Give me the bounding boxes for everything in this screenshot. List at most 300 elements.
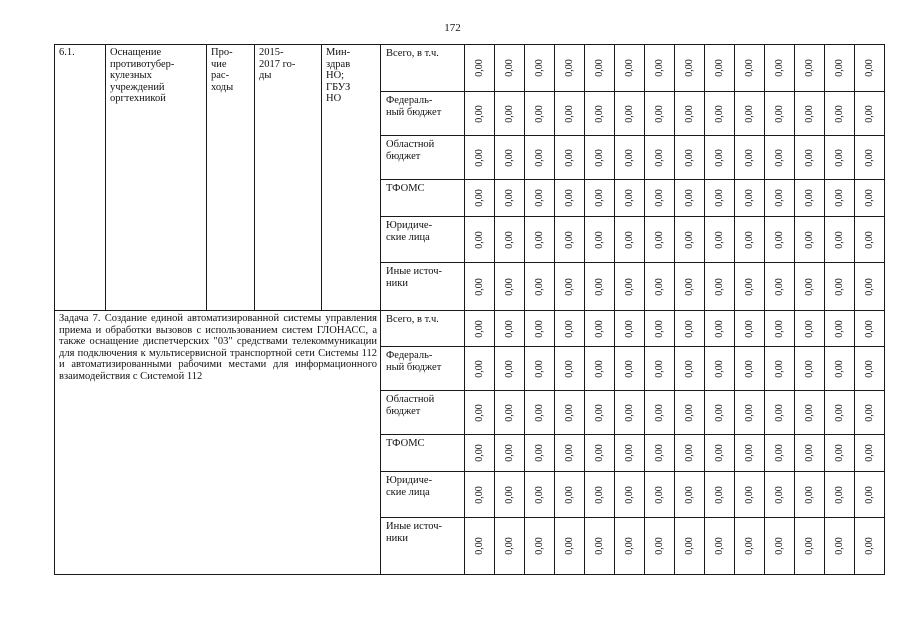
amount-cell xyxy=(615,472,645,518)
amount-value: 0,00 xyxy=(533,189,545,207)
amount-value: 0,00 xyxy=(863,104,875,123)
amount-value: 0,00 xyxy=(623,319,635,338)
amount-cell xyxy=(705,217,735,263)
amount-value: 0,00 xyxy=(473,319,485,338)
amount-cell xyxy=(765,435,795,472)
amount-value: 0,00 xyxy=(563,444,575,462)
amount-value: 0,00 xyxy=(863,319,875,338)
amount-cell xyxy=(735,347,765,391)
amount-cell xyxy=(795,92,825,136)
amount-value: 0,00 xyxy=(773,277,785,296)
amount-cell xyxy=(645,472,675,518)
amount-value: 0,00 xyxy=(623,537,635,555)
amount-cell xyxy=(495,45,525,92)
amount-cell xyxy=(585,263,615,311)
amount-cell xyxy=(675,92,705,136)
amount-value: 0,00 xyxy=(533,104,545,123)
amount-value: 0,00 xyxy=(653,359,665,378)
amount-cell xyxy=(825,180,855,217)
amount-value: 0,00 xyxy=(533,230,545,249)
amount-cell xyxy=(525,217,555,263)
amount-value: 0,00 xyxy=(683,359,695,378)
activity-number: 6.1. xyxy=(59,47,75,58)
amount-cell xyxy=(465,518,495,575)
amount-cell xyxy=(825,92,855,136)
amount-value: 0,00 xyxy=(773,485,785,504)
amount-value: 0,00 xyxy=(713,59,725,77)
amount-cell xyxy=(705,263,735,311)
funding-source-cell xyxy=(381,347,465,391)
amount-cell xyxy=(855,45,885,92)
amount-value: 0,00 xyxy=(623,485,635,504)
funding-source-cell xyxy=(381,311,465,347)
amount-value: 0,00 xyxy=(503,359,515,378)
amount-cell xyxy=(525,263,555,311)
amount-cell xyxy=(525,45,555,92)
amount-cell xyxy=(645,217,675,263)
amount-cell xyxy=(525,136,555,180)
amount-cell xyxy=(825,391,855,435)
amount-cell xyxy=(705,180,735,217)
amount-value: 0,00 xyxy=(803,485,815,504)
amount-value: 0,00 xyxy=(743,59,755,77)
amount-cell xyxy=(615,347,645,391)
amount-value: 0,00 xyxy=(563,403,575,422)
amount-cell xyxy=(555,92,585,136)
amount-value: 0,00 xyxy=(863,148,875,167)
amount-value: 0,00 xyxy=(803,359,815,378)
amount-cell xyxy=(525,518,555,575)
amount-value: 0,00 xyxy=(743,485,755,504)
amount-value: 0,00 xyxy=(833,319,845,338)
activity-executor-cell xyxy=(322,45,381,311)
amount-value: 0,00 xyxy=(863,537,875,555)
amount-value: 0,00 xyxy=(683,59,695,77)
amount-cell xyxy=(675,180,705,217)
amount-value: 0,00 xyxy=(773,189,785,207)
amount-value: 0,00 xyxy=(803,319,815,338)
amount-cell xyxy=(765,217,795,263)
amount-value: 0,00 xyxy=(533,277,545,296)
amount-cell xyxy=(795,518,825,575)
amount-cell xyxy=(615,518,645,575)
funding-source-cell xyxy=(381,92,465,136)
amount-cell xyxy=(825,263,855,311)
amount-cell xyxy=(585,435,615,472)
amount-value: 0,00 xyxy=(593,403,605,422)
amount-value: 0,00 xyxy=(473,277,485,296)
amount-cell xyxy=(615,391,645,435)
amount-cell xyxy=(645,311,675,347)
funding-source-cell xyxy=(381,263,465,311)
amount-cell xyxy=(765,136,795,180)
amount-value: 0,00 xyxy=(863,230,875,249)
amount-cell xyxy=(465,92,495,136)
amount-value: 0,00 xyxy=(833,403,845,422)
amount-value: 0,00 xyxy=(653,444,665,462)
amount-value: 0,00 xyxy=(743,104,755,123)
amount-cell xyxy=(645,136,675,180)
amount-cell xyxy=(705,92,735,136)
amount-value: 0,00 xyxy=(683,485,695,504)
amount-cell xyxy=(615,263,645,311)
amount-cell xyxy=(765,180,795,217)
amount-value: 0,00 xyxy=(593,230,605,249)
amount-cell xyxy=(495,347,525,391)
amount-value: 0,00 xyxy=(533,485,545,504)
amount-cell xyxy=(525,311,555,347)
amount-value: 0,00 xyxy=(833,104,845,123)
amount-value: 0,00 xyxy=(833,277,845,296)
amount-value: 0,00 xyxy=(743,148,755,167)
amount-cell xyxy=(795,347,825,391)
amount-value: 0,00 xyxy=(683,403,695,422)
funding-source-label: Областной бюджет xyxy=(386,394,435,417)
amount-cell xyxy=(675,391,705,435)
amount-value: 0,00 xyxy=(653,148,665,167)
amount-cell xyxy=(795,435,825,472)
activity-period: 2015- 2017 го- ды xyxy=(259,47,296,81)
activity-number-cell xyxy=(55,45,106,311)
amount-cell xyxy=(555,311,585,347)
funding-source-label: ТФОМС xyxy=(386,438,425,449)
amount-value: 0,00 xyxy=(593,148,605,167)
amount-value: 0,00 xyxy=(653,537,665,555)
amount-value: 0,00 xyxy=(833,537,845,555)
amount-value: 0,00 xyxy=(653,403,665,422)
amount-value: 0,00 xyxy=(863,189,875,207)
amount-cell xyxy=(855,263,885,311)
funding-source-label: Областной бюджет xyxy=(386,139,435,162)
amount-cell xyxy=(585,311,615,347)
amount-cell xyxy=(705,472,735,518)
amount-value: 0,00 xyxy=(683,277,695,296)
amount-cell xyxy=(495,311,525,347)
amount-cell xyxy=(705,435,735,472)
amount-value: 0,00 xyxy=(503,444,515,462)
amount-value: 0,00 xyxy=(533,59,545,77)
amount-cell xyxy=(525,180,555,217)
amount-value: 0,00 xyxy=(473,148,485,167)
amount-cell xyxy=(495,217,525,263)
amount-value: 0,00 xyxy=(653,485,665,504)
amount-value: 0,00 xyxy=(773,537,785,555)
amount-cell xyxy=(795,180,825,217)
amount-value: 0,00 xyxy=(773,444,785,462)
amount-value: 0,00 xyxy=(683,537,695,555)
amount-cell xyxy=(495,391,525,435)
amount-cell xyxy=(465,263,495,311)
funding-source-cell xyxy=(381,180,465,217)
task-7-cell xyxy=(55,311,381,575)
amount-value: 0,00 xyxy=(533,444,545,462)
amount-cell xyxy=(825,518,855,575)
amount-cell xyxy=(525,435,555,472)
amount-value: 0,00 xyxy=(803,444,815,462)
amount-value: 0,00 xyxy=(653,277,665,296)
amount-value: 0,00 xyxy=(803,277,815,296)
amount-value: 0,00 xyxy=(683,230,695,249)
amount-value: 0,00 xyxy=(593,59,605,77)
amount-cell xyxy=(615,435,645,472)
amount-cell xyxy=(675,217,705,263)
amount-cell xyxy=(555,136,585,180)
amount-cell xyxy=(825,435,855,472)
amount-value: 0,00 xyxy=(503,403,515,422)
amount-cell xyxy=(495,180,525,217)
amount-value: 0,00 xyxy=(623,104,635,123)
amount-value: 0,00 xyxy=(863,59,875,77)
amount-cell xyxy=(465,347,495,391)
amount-value: 0,00 xyxy=(713,277,725,296)
activity-period-cell xyxy=(255,45,322,311)
funding-source-cell xyxy=(381,435,465,472)
amount-value: 0,00 xyxy=(593,319,605,338)
amount-value: 0,00 xyxy=(743,444,755,462)
amount-cell xyxy=(675,263,705,311)
amount-cell xyxy=(735,435,765,472)
amount-value: 0,00 xyxy=(683,319,695,338)
funding-source-label: Юридиче- ские лица xyxy=(386,475,433,498)
amount-cell xyxy=(705,347,735,391)
amount-value: 0,00 xyxy=(773,403,785,422)
amount-value: 0,00 xyxy=(533,319,545,338)
amount-value: 0,00 xyxy=(563,319,575,338)
amount-cell xyxy=(585,472,615,518)
amount-cell xyxy=(825,45,855,92)
amount-cell xyxy=(615,45,645,92)
amount-cell xyxy=(855,391,885,435)
amount-cell xyxy=(585,217,615,263)
amount-value: 0,00 xyxy=(593,189,605,207)
amount-value: 0,00 xyxy=(713,359,725,378)
amount-value: 0,00 xyxy=(773,230,785,249)
amount-cell xyxy=(555,180,585,217)
amount-cell xyxy=(675,136,705,180)
amount-cell xyxy=(645,92,675,136)
amount-value: 0,00 xyxy=(623,230,635,249)
expense-type-cell xyxy=(207,45,255,311)
amount-cell xyxy=(855,136,885,180)
activity-name-cell xyxy=(106,45,207,311)
amount-cell xyxy=(555,472,585,518)
amount-value: 0,00 xyxy=(593,104,605,123)
amount-cell xyxy=(555,263,585,311)
amount-cell xyxy=(795,472,825,518)
amount-value: 0,00 xyxy=(833,444,845,462)
amount-value: 0,00 xyxy=(713,230,725,249)
amount-value: 0,00 xyxy=(863,485,875,504)
expense-type: Про- чие рас- ходы xyxy=(211,47,234,93)
funding-source-label: Иные источ- ники xyxy=(386,521,443,544)
amount-cell xyxy=(645,180,675,217)
amount-value: 0,00 xyxy=(653,319,665,338)
amount-value: 0,00 xyxy=(713,319,725,338)
amount-value: 0,00 xyxy=(683,444,695,462)
amount-cell xyxy=(735,180,765,217)
amount-cell xyxy=(735,92,765,136)
amount-cell xyxy=(675,45,705,92)
amount-value: 0,00 xyxy=(593,444,605,462)
amount-cell xyxy=(675,435,705,472)
amount-cell xyxy=(855,217,885,263)
amount-value: 0,00 xyxy=(833,230,845,249)
amount-cell xyxy=(615,180,645,217)
amount-cell xyxy=(855,518,885,575)
amount-cell xyxy=(465,311,495,347)
amount-value: 0,00 xyxy=(803,537,815,555)
funding-source-label: Федераль- ный бюджет xyxy=(386,350,442,373)
amount-cell xyxy=(615,136,645,180)
task-7-description: Задача 7. Создание единой автоматизированной системы управления приема и обработки вызовов с использованием систем ГЛОНАСС, а также оснащение диспетчерских "03" средствами телекоммуникации для подключения к мультисервисной транспортной сети Системы 112 и автоматизированными рабочими местами для информационного взаимодействия с Системой 112 xyxy=(59,313,377,382)
amount-value: 0,00 xyxy=(503,59,515,77)
funding-source-cell xyxy=(381,391,465,435)
amount-cell xyxy=(585,136,615,180)
amount-value: 0,00 xyxy=(563,537,575,555)
amount-value: 0,00 xyxy=(713,444,725,462)
amount-cell xyxy=(765,472,795,518)
amount-value: 0,00 xyxy=(533,403,545,422)
page-number: 172 xyxy=(444,22,461,34)
amount-cell xyxy=(465,435,495,472)
amount-cell xyxy=(645,45,675,92)
amount-cell xyxy=(615,92,645,136)
amount-value: 0,00 xyxy=(473,59,485,77)
amount-value: 0,00 xyxy=(473,104,485,123)
amount-value: 0,00 xyxy=(833,359,845,378)
amount-cell xyxy=(645,435,675,472)
amount-value: 0,00 xyxy=(863,403,875,422)
amount-cell xyxy=(855,472,885,518)
amount-value: 0,00 xyxy=(713,403,725,422)
amount-cell xyxy=(495,136,525,180)
amount-value: 0,00 xyxy=(593,359,605,378)
amount-cell xyxy=(645,347,675,391)
amount-value: 0,00 xyxy=(533,537,545,555)
amount-value: 0,00 xyxy=(773,359,785,378)
amount-cell xyxy=(585,180,615,217)
amount-cell xyxy=(645,263,675,311)
amount-cell xyxy=(735,472,765,518)
amount-cell xyxy=(525,472,555,518)
amount-value: 0,00 xyxy=(503,537,515,555)
amount-value: 0,00 xyxy=(743,319,755,338)
amount-cell xyxy=(795,45,825,92)
amount-value: 0,00 xyxy=(533,148,545,167)
amount-cell xyxy=(555,518,585,575)
amount-value: 0,00 xyxy=(833,189,845,207)
amount-value: 0,00 xyxy=(743,359,755,378)
amount-value: 0,00 xyxy=(563,277,575,296)
funding-source-label: ТФОМС xyxy=(386,183,425,194)
amount-value: 0,00 xyxy=(473,403,485,422)
amount-value: 0,00 xyxy=(473,537,485,555)
amount-value: 0,00 xyxy=(773,104,785,123)
amount-cell xyxy=(495,263,525,311)
amount-value: 0,00 xyxy=(593,485,605,504)
amount-cell xyxy=(765,391,795,435)
amount-value: 0,00 xyxy=(803,230,815,249)
amount-cell xyxy=(675,472,705,518)
amount-cell xyxy=(765,45,795,92)
amount-value: 0,00 xyxy=(803,104,815,123)
amount-value: 0,00 xyxy=(563,485,575,504)
amount-value: 0,00 xyxy=(623,444,635,462)
amount-cell xyxy=(765,311,795,347)
amount-value: 0,00 xyxy=(803,148,815,167)
amount-cell xyxy=(495,435,525,472)
amount-value: 0,00 xyxy=(623,59,635,77)
amount-value: 0,00 xyxy=(563,148,575,167)
amount-cell xyxy=(555,217,585,263)
amount-value: 0,00 xyxy=(803,403,815,422)
amount-cell xyxy=(555,45,585,92)
amount-value: 0,00 xyxy=(863,444,875,462)
amount-value: 0,00 xyxy=(743,230,755,249)
amount-cell xyxy=(555,347,585,391)
amount-cell xyxy=(585,92,615,136)
amount-value: 0,00 xyxy=(623,359,635,378)
amount-cell xyxy=(465,472,495,518)
funding-source-label: Федераль- ный бюджет xyxy=(386,95,442,118)
amount-cell xyxy=(585,45,615,92)
activity-executor: Мин- здрав НО; ГБУЗ НО xyxy=(326,47,351,104)
amount-cell xyxy=(705,45,735,92)
amount-value: 0,00 xyxy=(473,359,485,378)
amount-value: 0,00 xyxy=(773,319,785,338)
amount-cell xyxy=(765,347,795,391)
amount-cell xyxy=(495,472,525,518)
amount-cell xyxy=(465,180,495,217)
amount-value: 0,00 xyxy=(863,359,875,378)
amount-value: 0,00 xyxy=(623,148,635,167)
amount-cell xyxy=(765,92,795,136)
amount-value: 0,00 xyxy=(773,148,785,167)
amount-cell xyxy=(675,311,705,347)
amount-cell xyxy=(735,217,765,263)
amount-cell xyxy=(825,472,855,518)
amount-value: 0,00 xyxy=(653,104,665,123)
amount-cell xyxy=(795,263,825,311)
amount-value: 0,00 xyxy=(623,189,635,207)
amount-value: 0,00 xyxy=(563,359,575,378)
amount-cell xyxy=(525,347,555,391)
funding-source-label: Всего, в т.ч. xyxy=(386,48,439,59)
amount-value: 0,00 xyxy=(503,148,515,167)
amount-value: 0,00 xyxy=(863,277,875,296)
amount-value: 0,00 xyxy=(473,230,485,249)
amount-value: 0,00 xyxy=(803,59,815,77)
amount-cell xyxy=(555,435,585,472)
amount-cell xyxy=(855,435,885,472)
amount-cell xyxy=(495,518,525,575)
amount-value: 0,00 xyxy=(713,189,725,207)
amount-value: 0,00 xyxy=(833,485,845,504)
amount-value: 0,00 xyxy=(743,277,755,296)
amount-value: 0,00 xyxy=(503,319,515,338)
amount-cell xyxy=(675,347,705,391)
amount-cell xyxy=(705,311,735,347)
amount-cell xyxy=(735,45,765,92)
funding-source-cell xyxy=(381,518,465,575)
amount-cell xyxy=(735,263,765,311)
funding-source-cell xyxy=(381,472,465,518)
amount-cell xyxy=(825,217,855,263)
amount-value: 0,00 xyxy=(803,189,815,207)
amount-value: 0,00 xyxy=(503,104,515,123)
amount-cell xyxy=(705,518,735,575)
amount-value: 0,00 xyxy=(503,277,515,296)
